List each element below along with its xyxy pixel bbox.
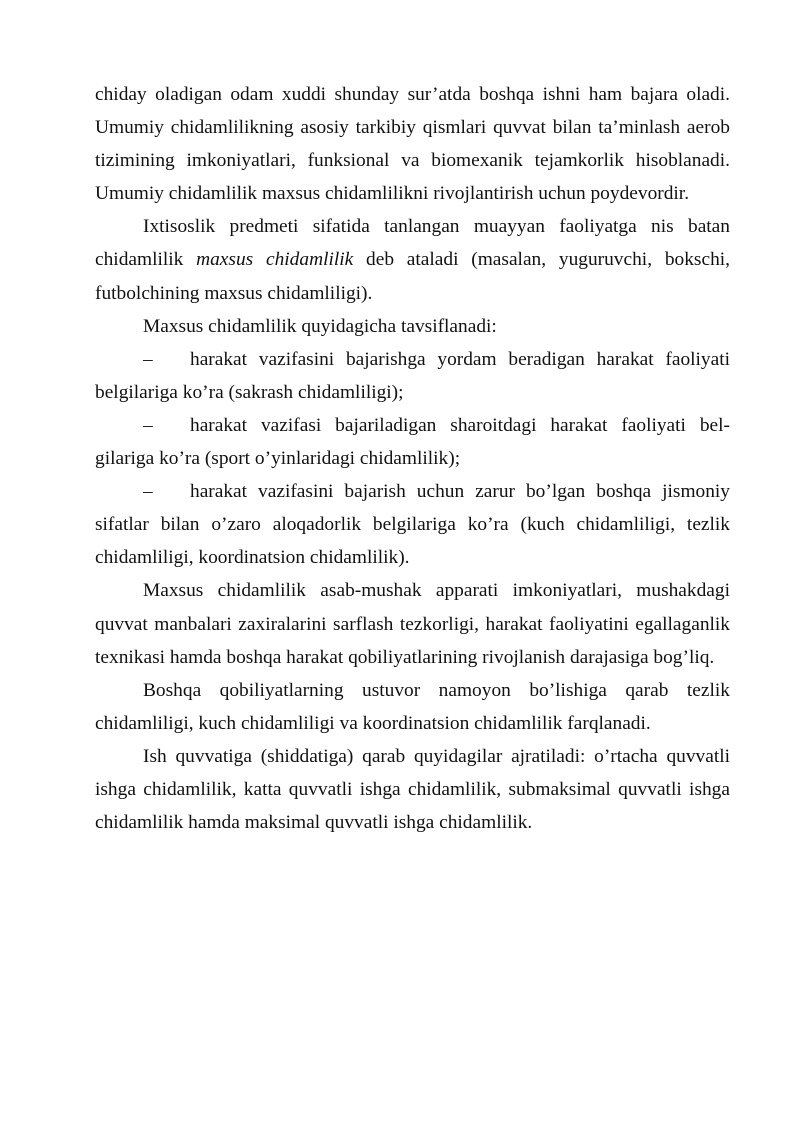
list-dash-marker: – bbox=[143, 481, 153, 503]
paragraph-list-intro: Maxsus chidamlilik quyidagicha tavsiflanadi: bbox=[143, 315, 497, 337]
list-item bbox=[95, 343, 730, 409]
list-item bbox=[95, 409, 730, 475]
italic-term: maxsus chidamlilik bbox=[196, 249, 354, 271]
paragraph-text-end: deb ataladi (masalan, yuguruvchi, bokschi, futbolchining maxsus chidamliligi). bbox=[95, 249, 730, 304]
paragraph-types: Boshqa qobiliyatlarning ustuvor namoyon bo’lishiga qarab tezlik chidamliligi, kuch chidamliligi va koordinatsion chidamlilik farqlanadi. bbox=[95, 679, 730, 734]
paragraph-continued: chiday oladigan odam xuddi shunday sur’atda boshqa ishni ham bajara oladi. Umumiy chidamlilikning asosiy tarkibiy qismlari quvvat bilan ta’minlash aerob tizimining imkoniyatlari, funksional va biomexanik tejamkorlik hisoblanadi. Umumiy chidamlilik maxsus chidamlilikni rivojlantirish uchun poydevordir. bbox=[95, 84, 730, 205]
paragraph-special-endurance-definition bbox=[95, 210, 730, 309]
list-dash-marker: – bbox=[143, 414, 153, 436]
paragraph-text-start: Ixtisoslik predmeti sifatida tanlangan muayyan faoliyatga nis batan chidamlilik bbox=[95, 216, 730, 271]
paragraph-power-levels: Ish quvvatiga (shiddatiga) qarab quyidagilar ajratiladi: o’rtacha quvvatli ishga chidamlilik, katta quvvatli ishga chidamlilik, submaksimal quvvatli ishga chidamlilik hamda maksimal quvvatli ishga chidamlilik. bbox=[95, 745, 730, 834]
paragraph-dependencies: Maxsus chidamlilik asab-mushak apparati imkoniyatlari, mushakdagi quvvat manbalari zaxiralarini sarflash tezkorligi, harakat faoliyatini egallaganlik texnikasi hamda boshqa harakat qobiliyatlarining rivojlanish darajasiga bog’liq. bbox=[95, 580, 730, 668]
list-item-text: harakat vazifasini bajarishga yordam beradigan harakat faoliyati belgilariga ko’ra (sakrash chidamliligi); bbox=[95, 348, 730, 403]
document-page bbox=[95, 78, 730, 839]
list-item bbox=[95, 475, 730, 574]
list-dash-marker: – bbox=[143, 348, 153, 370]
list-item-text: harakat vazifasini bajarish uchun zarur bo’lgan boshqa jismoniy sifatlar bilan o’zaro aloqadorlik belgilariga ko’ra (kuch chidamliligi, tezlik chidamliligi, koordinatsion chidamlilik). bbox=[95, 481, 730, 569]
list-item-text: harakat vazifasi bajariladigan sharoitdagi harakat faoliyati bel-gilariga ko’ra (sport o’yinlaridagi chidamlilik); bbox=[95, 414, 730, 470]
